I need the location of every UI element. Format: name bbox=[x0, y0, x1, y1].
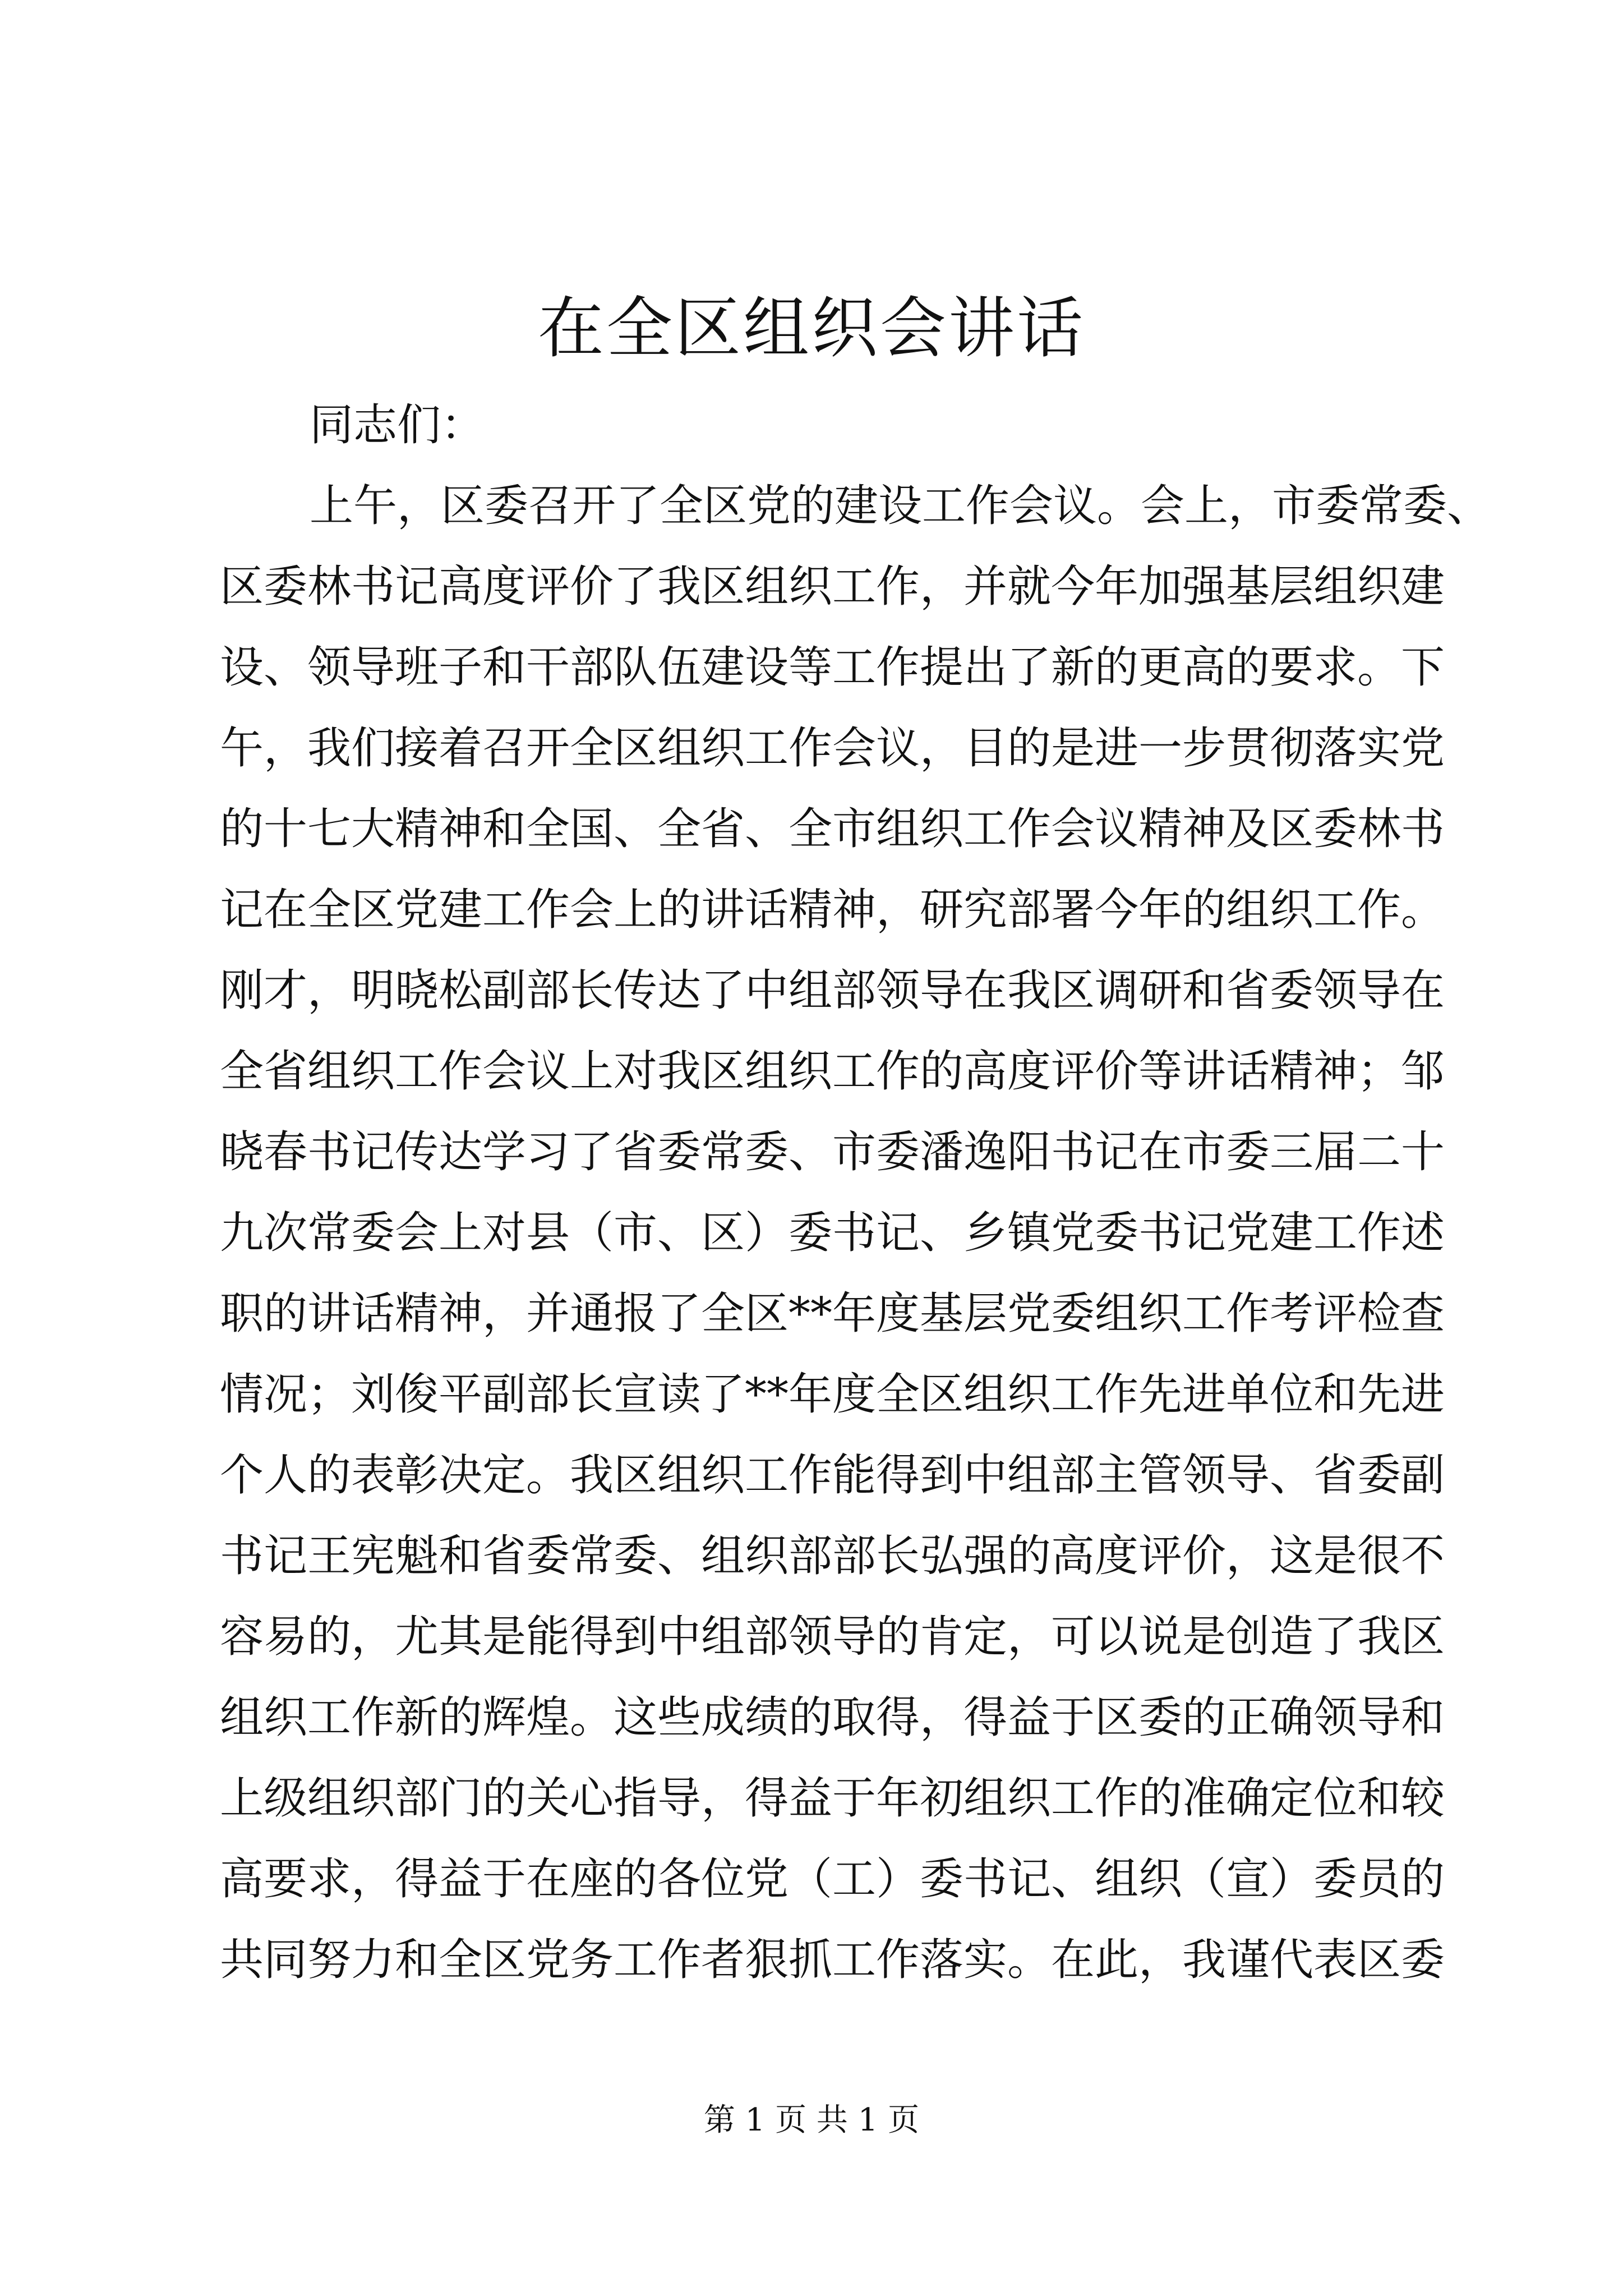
document-body bbox=[220, 385, 1491, 2000]
paragraph-line: 个人的表彰决定。我区组织工作能得到中组部主管领导、省委副 bbox=[220, 1450, 1445, 1501]
paragraph-line: 上级组织部门的关心指导，得益于年初组织工作的准确定位和较 bbox=[220, 1773, 1445, 1824]
salutation: 同志们： bbox=[310, 400, 485, 450]
paragraph-line: 容易的，尤其是能得到中组部领导的肯定，可以说是创造了我区 bbox=[220, 1612, 1445, 1662]
paragraph-line: 刚才，明晓松副部长传达了中组部领导在我区调研和省委领导在 bbox=[220, 965, 1445, 1016]
paragraph-line: 全省组织工作会议上对我区组织工作的高度评价等讲话精神；邹 bbox=[220, 1046, 1445, 1097]
paragraph-line: 共同努力和全区党务工作者狠抓工作落实。在此，我谨代表区委 bbox=[220, 1935, 1445, 1985]
document-title: 在全区组织会讲话 bbox=[537, 289, 1085, 367]
paragraph-line: 的十七大精神和全国、全省、全市组织工作会议精神及区委林书 bbox=[220, 804, 1445, 854]
paragraph-line: 情况；刘俊平副部长宣读了**年度全区组织工作先进单位和先进 bbox=[220, 1369, 1445, 1420]
paragraph-line: 上午，区委召开了全区党的建设工作会议。会上，市委常委、 bbox=[310, 481, 1491, 531]
paragraph-line: 九次常委会上对县（市、区）委书记、乡镇党委书记党建工作述 bbox=[220, 1208, 1445, 1258]
paragraph-line: 午，我们接着召开全区组织工作会议，目的是进一步贯彻落实党 bbox=[220, 723, 1445, 774]
paragraph-line: 高要求，得益于在座的各位党（工）委书记、组织（宣）委员的 bbox=[220, 1854, 1445, 1904]
page-footer: 第 1 页 共 1 页 bbox=[703, 2102, 920, 2138]
paragraph-line: 记在全区党建工作会上的讲话精神，研究部署今年的组织工作。 bbox=[220, 885, 1445, 935]
paragraph-line: 组织工作新的辉煌。这些成绩的取得，得益于区委的正确领导和 bbox=[220, 1692, 1445, 1743]
paragraph-line: 职的讲话精神，并通报了全区**年度基层党委组织工作考评检查 bbox=[220, 1289, 1445, 1339]
paragraph-line: 区委林书记高度评价了我区组织工作，并就今年加强基层组织建 bbox=[220, 562, 1445, 612]
paragraph-line: 设、领导班子和干部队伍建设等工作提出了新的更高的要求。下 bbox=[220, 642, 1445, 693]
paragraph-line: 晓春书记传达学习了省委常委、市委潘逸阳书记在市委三届二十 bbox=[220, 1127, 1445, 1177]
paragraph-line: 书记王宪魁和省委常委、组织部部长弘强的高度评价，这是很不 bbox=[220, 1531, 1445, 1581]
